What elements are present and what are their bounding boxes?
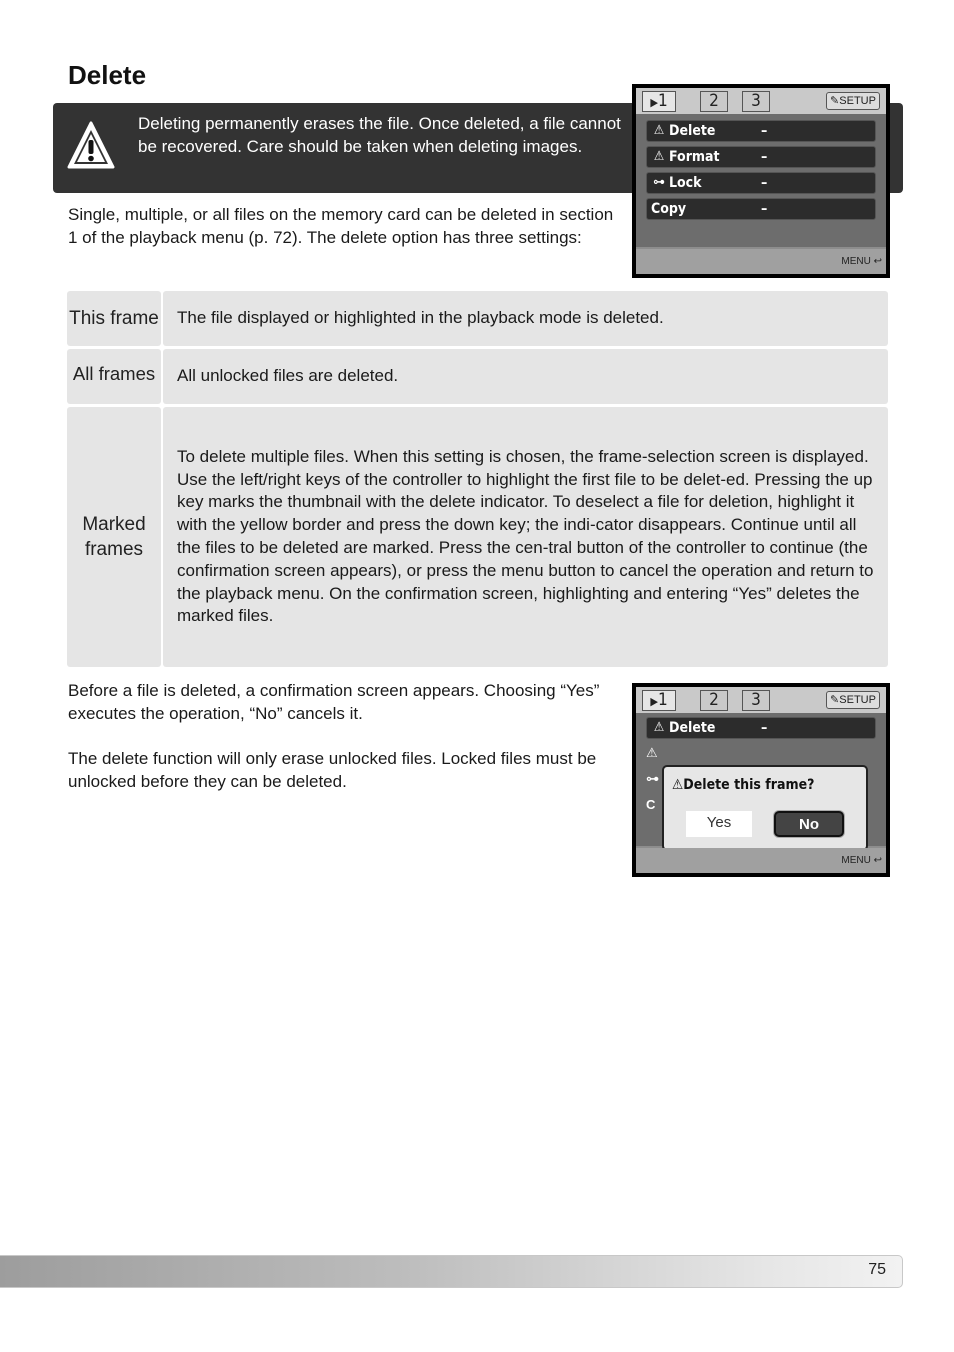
play-icon: ▶ (650, 96, 658, 109)
tab-2[interactable]: 2 (700, 91, 728, 112)
table-row-label: Marked frames (67, 407, 161, 667)
return-icon: ↩ (873, 256, 882, 267)
menu-list (636, 713, 886, 846)
menu-tab-bar (636, 88, 886, 114)
wrench-icon: ✎ (830, 95, 840, 107)
camera-screen-delete-confirmation (632, 683, 890, 877)
locked-files-paragraph: The delete function will only erase unlocked files. Locked files must be unlocked before they can be deleted. (68, 749, 597, 791)
menu-list (636, 114, 886, 247)
key-icon: ⊶ (646, 771, 659, 786)
menu-item-copy[interactable]: Copy – (646, 198, 876, 220)
warning-icon: ⚠ (672, 777, 684, 793)
tab-1[interactable]: ▶1 (642, 91, 676, 112)
wrench-icon: ✎ (830, 694, 840, 706)
menu-item-lock[interactable]: ⊶ Lock – (646, 172, 876, 194)
page-title: Delete (68, 60, 147, 90)
tab-setup[interactable]: ✎SETUP (826, 92, 880, 110)
no-button[interactable]: No (774, 811, 844, 837)
menu-tab-bar (636, 687, 886, 713)
menu-item-copy-partial: C (646, 797, 656, 812)
screen-footer (636, 848, 886, 873)
table-row-label: All frames (67, 349, 161, 404)
menu-back-button[interactable]: MENU ↩ (841, 256, 882, 267)
play-icon: ▶ (650, 695, 658, 708)
warning-icon: ⚠ (653, 720, 665, 735)
table-row-description: All unlocked files are deleted. (163, 349, 888, 404)
camera-screen-playback-menu (632, 84, 890, 278)
page-number: 75 (868, 1261, 886, 1278)
table-row-label: This frame (67, 291, 161, 346)
tab-3[interactable]: 3 (742, 690, 770, 711)
tab-1[interactable]: ▶1 (642, 690, 676, 711)
menu-back-button[interactable]: MENU ↩ (841, 855, 882, 866)
return-icon: ↩ (873, 855, 882, 866)
key-icon: ⊶ (653, 175, 665, 190)
warning-icon: ⚠ (653, 149, 665, 164)
tab-2[interactable]: 2 (700, 690, 728, 711)
yes-button[interactable]: Yes (686, 811, 752, 837)
warning-icon: ⚠ (646, 745, 658, 760)
warning-icon (66, 120, 116, 172)
warning-text: Deleting permanently erases the file. Once deleted, a file cannot be recovered. Care should be taken when deleting images. (138, 114, 621, 156)
tab-3[interactable]: 3 (742, 91, 770, 112)
screen-footer (636, 249, 886, 274)
confirmation-paragraph: Before a file is deleted, a confirmation screen appears. Choosing “Yes” executes the operation, “No” cancels it. (68, 681, 600, 723)
table-row-description: The file displayed or highlighted in the playback mode is deleted. (163, 291, 888, 346)
menu-item-delete[interactable]: ⚠ Delete – (646, 717, 876, 739)
tab-setup[interactable]: ✎SETUP (826, 691, 880, 709)
table-row-description: To delete multiple files. When this setting is chosen, the frame-selection screen is displayed. Use the left/right keys of the controller to highlight the first file to be delet-ed. Pressing the up key marks the thumbnail with the delete indicator. To deselect a file for deletion, highlight it with the yellow border and press the down key; the indi-cator disappears. Continue until all the files to be deleted are marked. Press the cen-tral button of the controller to continue (the confirmation screen appears), or press the menu button to cancel the operation and return to the playback menu. On the confirmation screen, highlighting and entering “Yes” deletes the marked files. (163, 407, 888, 667)
menu-item-delete[interactable]: ⚠ Delete – (646, 120, 876, 142)
warning-icon: ⚠ (653, 123, 665, 138)
intro-paragraph: Single, multiple, or all files on the memory card can be deleted in section 1 of the playback menu (p. 72). The delete option has three settings: (68, 205, 614, 247)
menu-item-format[interactable]: ⚠ Format – (646, 146, 876, 168)
delete-confirmation-dialog (662, 765, 868, 851)
page-footer-bar (0, 1255, 903, 1288)
dialog-question: ⚠Delete this frame? (672, 777, 815, 793)
